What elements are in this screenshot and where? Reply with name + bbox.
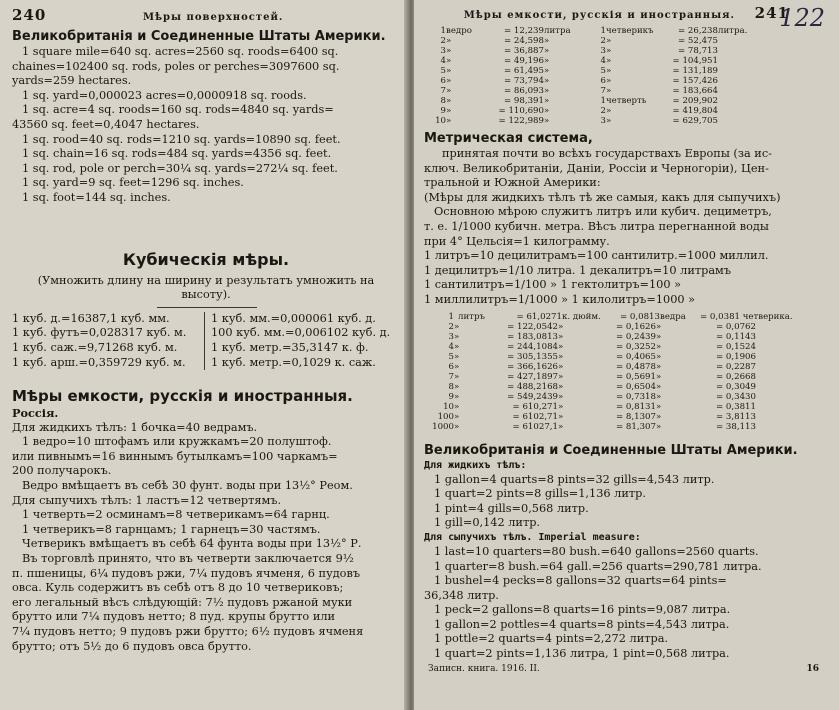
left-page-header [12,6,400,24]
text-line: 1 gallon=2 pottles=4 quarts=8 pints=4,543 литра. [434,617,730,631]
text-line: Основною мѣрою служитъ литръ или кубич. дециметръ, [434,205,772,219]
cell: = 0,2287 [715,361,756,372]
cell: 6 [440,76,446,86]
table-row [424,392,829,402]
right-page-number: 241 [754,4,789,22]
left-page-number: 240 [12,6,47,24]
cell: » [454,321,460,332]
vedro-rows [424,36,829,126]
text-line: 200 получарокъ. [12,464,112,478]
cubic-row: 1 куб. метр.=35,3147 к. ф. [211,340,369,354]
cell: = 0,1906 [715,351,756,362]
cell: = 6102,71 [512,411,558,422]
cell: = 38,113 [715,421,756,432]
text-line: 1 децилитръ=1/10 литра. 1 декалитръ=10 литрамъ [424,263,732,277]
text-line: ключ. Великобританіи, Даніи, Россіи и Черногоріи), Цен- [424,161,769,175]
gb-title: Великобританія и Соединенные Штаты Америки. [424,442,798,458]
cell: » [656,321,662,332]
cell: 4 [600,56,606,66]
cell: 1 [448,311,454,322]
cell: = 122,989 [498,116,544,126]
cell: = 305,1355 [507,351,558,362]
text-line: 1 quart=2 pints=1,136 литра, 1 pint=0,568 литра. [434,647,730,661]
cell: » [606,116,612,126]
text-line: 1 last=10 quarters=80 bush.=640 gallons=2560 quarts. [434,544,759,558]
cell: » [446,86,452,96]
text-line: 1 ведро=10 штофамъ или кружкамъ=20 полуштоф. [22,435,332,449]
text-line: или пивнымъ=16 виннымъ бутылкамъ=100 чаркамъ= [12,449,338,463]
text-line: 1 gill=0,142 литр. [434,516,541,530]
cell: » [446,116,452,126]
cell: » [606,106,612,116]
cubic-measures-title: Кубическія мѣры. [122,249,290,269]
cell: = 610,271 [512,401,558,412]
text-line: 1 quart=2 pints=8 gills=1,136 литр. [434,487,646,501]
cell: = 183,664 [672,86,718,96]
cell: » [656,341,662,352]
text-line: 43560 sq. feet=0,4047 hectares. [12,117,200,131]
right-running-title: Мѣры емкости, русскія и иностранныя. [463,10,735,21]
table-row [424,26,829,36]
cell: 3 [600,116,606,126]
uk-lines [12,45,400,206]
text-line: 1 sq. yard=9 sq. feet=1296 sq. inches. [22,176,244,190]
gb-dry-lines [424,545,829,662]
cell [718,36,768,46]
cell: = 86,093 [503,86,544,96]
cell: » [454,341,460,352]
cell: 6 [600,76,606,86]
table-row [424,46,829,56]
text-line: 1 sq. rood=40 sq. rods=1210 sq. yards=10890 sq. feet. [22,132,341,146]
russia-heading: Россія. [12,406,59,421]
table-row [424,362,829,372]
section-title-uk-us: Великобританія и Соединенные Штаты Америки. [12,29,386,44]
cell: = 0,1524 [715,341,756,352]
cell: 10 [435,116,446,126]
handwritten-number: 122 [779,4,825,32]
cell: 100 [437,411,454,422]
cubic-row: 100 куб. мм.=0,006102 куб. д. [211,326,391,340]
table-row [424,332,829,342]
cubic-row: 1 куб. метр.=0,1029 к. саж. [211,355,376,369]
cell: » [656,401,662,412]
cell: = 104,951 [672,56,718,66]
cell: » [544,46,550,56]
cell: = 0,2668 [715,371,756,382]
cell: = 131,189 [672,66,718,76]
cell: 2 [448,321,454,332]
cell: ведра [660,311,686,322]
cell: » [606,56,612,66]
cell: = 427,1897 [507,371,558,382]
cell: = 0,1143 [715,331,756,342]
cell: = 183,0813 [507,331,558,342]
table-row [424,76,829,86]
text-line: Для жидкихъ тѣлъ: 1 бочка=40 ведрамъ. [12,420,258,434]
cell: = 0,2439 [615,331,656,342]
cell: = 0,0381 четверика. [700,311,793,322]
text-line: 1 pint=4 gills=0,568 литр. [434,501,589,515]
cell: » [446,46,452,56]
cell: » [454,411,460,422]
text-line: п. пшеницы, 6¼ пудовъ ржи, 7¼ пудовъ ячменя, 6 пудовъ [12,566,361,580]
cell: 3 [448,331,454,342]
cell: 2 [440,36,446,46]
text-line: 7¼ пудовъ нетто; 9 пудовъ ржи брутто; 6½ пудовъ ячменя [12,625,364,638]
cell: » [454,391,460,402]
text-line: т. е. 1/1000 кубичн. метра. Вѣсъ литра перегнанной воды [424,219,769,233]
cell: » [606,86,612,96]
text-line: yards=259 hectares. [12,74,132,88]
left-page [0,0,410,710]
cell: » [454,361,460,372]
right-page [414,0,839,710]
litre-rows [424,322,829,432]
cell: 4 [440,56,446,66]
cell: = 122,0542 [507,321,558,332]
cell: » [558,391,564,402]
text-line: 1 gallon=4 quarts=8 pints=32 gills=4,543 литр. [434,472,715,486]
cubic-row: 1 куб. арш.=0,359729 куб. м. [12,355,186,369]
text-line: брутто; отъ 5½ до 6 пудовъ овса брутто. [12,639,252,653]
cell: 3 [600,46,606,56]
text-line: Въ торговлѣ принято, что въ четверти заключается 9½ [22,552,354,566]
table-row [424,106,829,116]
cell: = 81,307 [615,421,656,432]
cell: » [558,351,564,362]
cell: = 0,4878 [615,361,656,372]
text-line: 1 sq. chain=16 sq. rods=484 sq. yards=4356 sq. feet. [22,147,332,161]
cubic-left-column [12,312,205,370]
cell: = 36,887 [503,46,544,56]
cell: 5 [600,66,606,76]
cell: » [454,401,460,412]
cell [718,66,768,76]
cell: » [446,66,452,76]
table-row [424,36,829,46]
cell: » [656,411,662,422]
cell: » [558,381,564,392]
cell: = 244,1084 [507,341,558,352]
cell: 5 [448,351,454,362]
cell: = 61,495 [503,66,544,76]
cell: » [454,371,460,382]
cubic-note-line: (Умножить длину на ширину и результатъ умножить на [37,273,375,287]
cell: » [446,56,452,66]
footer-left: Записн. книга. 1916. II. [428,663,540,674]
cell: = 549,2439 [507,391,558,402]
cell: » [558,401,564,412]
cell: = 366,1626 [507,361,558,372]
cell: » [446,76,452,86]
cell: » [606,76,612,86]
cell: » [656,361,662,372]
cell: 7 [600,86,606,96]
cell: = 24,598 [503,36,544,46]
cell: = 78,713 [677,46,718,56]
litre-table [424,312,829,432]
metric-lines [424,147,829,308]
text-line: 36,348 литр. [424,588,499,602]
cell: четверикъ [606,26,654,36]
cell: = 98,391 [503,96,544,106]
text-line: брутто или 7¼ пудовъ нетто; 8 пуд. крупы брутто или [12,610,336,624]
cell: » [446,36,452,46]
text-line: тральной и Южной Америки: [424,176,601,190]
table-row [424,402,829,412]
table-row [424,382,829,392]
cubic-row: 1 куб. футъ=0,028317 куб. м. [12,326,187,340]
cell: литръ [458,311,485,322]
text-line: 1 сантилитръ=1/100 » 1 гектолитръ=100 » [424,278,682,292]
cell: = 52,475 [677,36,718,46]
cubic-row: 1 куб. саж.=9,71268 куб. м. [12,340,178,354]
gb-liquid-heading: Для жидкихъ тѣлъ: [424,459,527,471]
cell: = 110,690 [498,106,544,116]
cell: 1 [600,96,606,106]
cell: » [454,381,460,392]
text-line: 1 четверикъ=8 гарнцамъ; 1 гарнецъ=30 частямъ. [22,522,321,536]
text-line: овса. Куль содержитъ въ себѣ отъ 8 до 10 четвериковъ; [12,581,344,595]
text-line: 1 pottle=2 quarts=4 pints=2,272 литра. [434,632,669,646]
cell: 8 [440,96,446,106]
cell: = 0,8131 [615,401,656,412]
cell: = 61,0271 [516,311,562,322]
cell [718,46,768,56]
cell: = 0,3252 [615,341,656,352]
cell: » [656,421,662,432]
cell: = 26,238 [677,26,718,36]
cell [718,56,768,66]
cell: 7 [440,86,446,96]
cell: = 209,902 [672,96,718,106]
cell: = 0,4065 [615,351,656,362]
cell: » [656,351,662,362]
text-line: при 4° Цельсія=1 килограмму. [424,234,610,248]
cell: = 488,2168 [507,381,558,392]
table-row [424,372,829,382]
right-page-header [424,4,829,22]
cell: = 629,705 [672,116,718,126]
cell: = 0,0813 [619,311,660,322]
table-row [424,312,829,322]
table-row [424,422,829,432]
cell: = 73,794 [503,76,544,86]
cell: » [544,116,550,126]
cell: 6 [448,361,454,372]
text-line: 1 литръ=10 децилитрамъ=100 сантилитр.=1000 миллил. [424,249,769,263]
text-line: 1 sq. foot=144 sq. inches. [22,190,171,204]
cell: четверть [606,96,647,106]
cell: 2 [600,36,606,46]
cell [718,116,768,126]
text-line: его легальный вѣсъ слѣдующій: 7½ пудовъ ржаной муки [12,595,353,609]
cell: = 12,239 [503,26,544,36]
cell: ведро [446,26,472,36]
cell: » [656,391,662,402]
cell: = 157,426 [672,76,718,86]
cell: » [656,381,662,392]
cubic-table [12,312,400,370]
footer-right: 16 [806,663,819,674]
cell: 4 [448,341,454,352]
cell: 7 [448,371,454,382]
table-row [424,352,829,362]
cubic-right-column [205,312,390,370]
cell: 2 [600,106,606,116]
cell: » [544,96,550,106]
gb-dry-heading: Для сыпучихъ тѣлъ. Imperial measure: [424,531,641,543]
cell: 8 [448,381,454,392]
cell: = 0,6504 [615,381,656,392]
table-row [424,412,829,422]
cell: = 0,5691 [615,371,656,382]
cell: = 3,8113 [715,411,756,422]
cell: = 0,3430 [715,391,756,402]
left-running-title: Мѣры поверхностей. [142,12,284,23]
cell: = 0,3049 [715,381,756,392]
cell: 5 [440,66,446,76]
cell: » [544,86,550,96]
cell: » [454,331,460,342]
cell: = 0,1626 [615,321,656,332]
cell: » [606,46,612,56]
cell: » [544,76,550,86]
gb-liquid-lines [424,473,829,531]
cell: = 0,0762 [715,321,756,332]
cell: » [656,331,662,342]
table-row [424,116,829,126]
table-row [424,86,829,96]
cubic-row: 1 куб. д.=16387,1 куб. мм. [12,311,170,325]
text-line: Четверикъ вмѣщаетъ въ себѣ 64 фунта воды при 13½° Р. [22,537,362,551]
text-line: (Мѣры для жидкихъ тѣлъ тѣ же самыя, какъ для сыпучихъ) [424,190,781,204]
cell: 1000 [432,421,454,432]
table-row [424,96,829,106]
cell: » [558,371,564,382]
cell: » [544,36,550,46]
cell: 3 [440,46,446,56]
vedro-table [424,26,829,126]
cell: » [544,66,550,76]
cell: » [606,36,612,46]
cell: » [544,56,550,66]
cell: = 8,1307 [615,411,656,422]
cell [718,96,768,106]
cell [718,86,768,96]
text-line: 1 четверть=2 осминамъ=8 четверикамъ=64 гарнц. [22,508,330,522]
cell [718,76,768,86]
text-line: Ведро вмѣщаетъ въ себѣ 30 фунт. воды при 13½° Реом. [22,479,353,493]
text-line: 1 sq. acre=4 sq. roods=160 sq. rods=4840 sq. yards= [22,103,334,117]
cell: = 61027,1 [512,421,558,432]
cell: 10 [443,401,454,412]
text-line: 1 square mile=640 sq. acres=2560 sq. roods=6400 sq. [22,45,339,58]
cell: = 49,196 [503,56,544,66]
text-line: принятая почти во всѣхъ государствахъ Европы (за ис- [442,147,772,160]
page-footer [424,664,829,674]
text-line: 1 bushel=4 pecks=8 gallons=32 quarts=64 pints= [434,574,727,588]
text-line: 1 quarter=8 bush.=64 gall.=256 quarts=290,781 литра. [434,559,762,573]
divider [157,307,257,308]
cell: » [558,321,564,332]
cell: » [558,361,564,372]
cell: 9 [448,391,454,402]
russia-lines [12,421,400,655]
cell: » [558,341,564,352]
table-row [424,342,829,352]
cell: » [558,411,564,422]
text-line: 1 миллилитръ=1/1000 » 1 килолитръ=1000 » [424,292,696,306]
cell: = 0,7318 [615,391,656,402]
cell: = 419,804 [672,106,718,116]
text-line: chaines=102400 sq. rods, poles or perches=3097600 sq. [12,59,340,73]
capacity-measures-title: Мѣры емкости, русскія и иностранныя. [12,387,353,406]
table-row [424,66,829,76]
table-row [424,56,829,66]
cell: = 0,3811 [715,401,756,412]
cell: литра. [718,26,748,36]
metric-title: Метрическая система, [424,131,593,146]
cell: » [558,421,564,432]
cell: » [656,371,662,382]
cell: » [454,351,460,362]
cell: 1 [600,26,606,36]
cell: литра [544,26,571,36]
table-row [424,322,829,332]
cell: 9 [440,106,446,116]
text-line: 1 sq. yard=0,000023 acres=0,0000918 sq. roods. [22,88,307,102]
cell: » [446,106,452,116]
cell: » [446,96,452,106]
cell: » [606,66,612,76]
cell [718,106,768,116]
text-line: 1 peck=2 gallons=8 quarts=16 pints=9,087 литра. [434,603,731,617]
cell: » [454,421,460,432]
cell: к. дюйм. [562,311,601,322]
text-line: 1 sq. rod, pole or perch=30¼ sq. yards=272¼ sq. feet. [22,161,338,175]
cell: » [558,331,564,342]
text-line: Для сыпучихъ тѣлъ: 1 ластъ=12 четвертямъ. [12,493,282,507]
cubic-note-line: высоту). [181,288,231,302]
cell: » [544,106,550,116]
cell: 1 [440,26,446,36]
cubic-row: 1 куб. мм.=0,000061 куб. д. [211,311,376,325]
